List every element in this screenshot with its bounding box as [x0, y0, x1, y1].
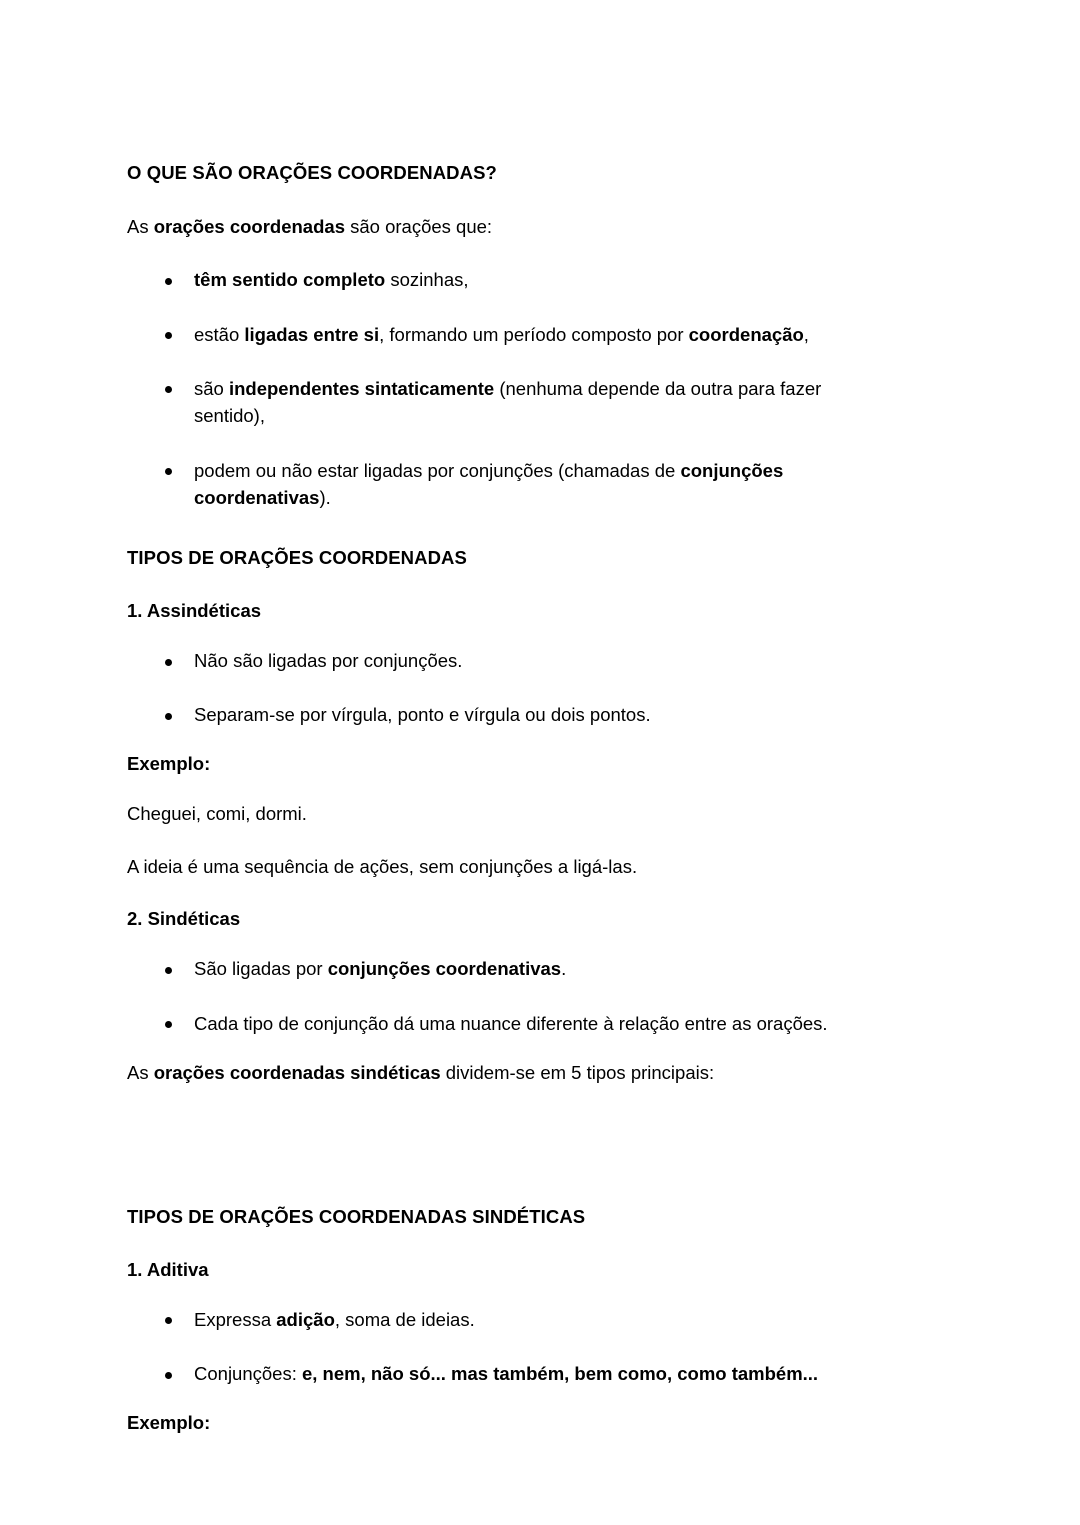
list-item [127, 701, 890, 728]
bullet-prefix: Conjunções: [194, 1363, 302, 1385]
example-text-assindeticas: Cheguei, comi, dormi. [127, 802, 307, 824]
definition-bullet-list [127, 266, 890, 511]
sindeticas-bullet-list [127, 955, 890, 1037]
example-label-assindeticas: Exemplo: [127, 752, 211, 774]
bullet-bold-mid: conjunções coordenativas [194, 459, 784, 509]
bullet-bold-mid: ligadas entre si [244, 323, 380, 345]
bullet-dot-icon [165, 967, 172, 974]
list-item [127, 321, 890, 348]
bullet-mid: . [561, 958, 567, 980]
bullet-dot-icon [165, 332, 172, 339]
bullet-bold-mid: e, nem, não só... mas também, bem como, como também... [301, 1363, 819, 1385]
list-item [127, 266, 890, 293]
section-heading-o-que-sao: O QUE SÃO ORAÇÕES COORDENADAS? [127, 162, 497, 183]
example-label-aditiva: Exemplo: [127, 1411, 211, 1433]
intro-prefix: As [127, 215, 154, 237]
bullet-dot-icon [165, 1372, 172, 1379]
list-item [127, 1306, 890, 1333]
subheading-sindeticas: 2. Sindéticas [127, 908, 241, 930]
bullet-text: Não são ligadas por conjunções. [194, 650, 463, 672]
list-item [127, 1360, 890, 1387]
subheading-aditiva: 1. Aditiva [127, 1259, 209, 1281]
bullet-bold-mid: conjunções coordenativas [327, 958, 562, 980]
aditiva-bullet-list [127, 1306, 890, 1388]
example-note-assindeticas: A ideia é uma sequência de ações, sem conjunções a ligá-las. [127, 856, 638, 877]
assindeticas-bullet-list [127, 647, 890, 729]
bullet-bold-lead: têm sentido completo [194, 269, 386, 291]
bullet-prefix: Expressa [194, 1308, 277, 1330]
bullet-dot-icon [165, 1021, 172, 1028]
bullet-text: Separam-se por vírgula, ponto e vírgula ou dois pontos. [194, 704, 651, 726]
bullet-bold-end: coordenação [688, 323, 804, 345]
bullet-mid: ). [319, 487, 331, 509]
bullet-dot-icon [165, 1317, 172, 1324]
subheading-assindeticas: 1. Assindéticas [127, 600, 262, 622]
bullet-prefix: estão [194, 323, 245, 345]
closing-bold-term: orações coordenadas sindéticas [153, 1061, 441, 1083]
list-item [127, 1010, 890, 1037]
list-item [127, 457, 890, 512]
document-body [127, 160, 890, 1437]
bullet-prefix: São ligadas por [194, 958, 328, 980]
bullet-prefix: são [194, 377, 229, 399]
bullet-dot-icon [165, 659, 172, 666]
section-break-spacer [127, 1112, 890, 1204]
bullet-dot-icon [165, 468, 172, 475]
intro-paragraph [127, 213, 890, 240]
section-heading-tipos: TIPOS DE ORAÇÕES COORDENADAS [127, 547, 467, 569]
intro-bold-term: orações coordenadas [153, 215, 345, 237]
bullet-mid: , formando um período composto por [379, 323, 689, 345]
bullet-mid: , soma de ideias. [334, 1308, 475, 1330]
section-heading-tipos-sindeticas: TIPOS DE ORAÇÕES COORDENADAS SINDÉTICAS [127, 1206, 586, 1228]
list-item [127, 647, 890, 674]
bullet-suffix: , [803, 323, 809, 345]
bullet-dot-icon [165, 713, 172, 720]
closing-paragraph-sindeticas [127, 1059, 890, 1086]
bullet-prefix: podem ou não estar ligadas por conjunções (chamadas de [194, 459, 681, 481]
bullet-bold-mid: independentes sintaticamente [228, 377, 495, 399]
closing-suffix: dividem-se em 5 tipos principais: [440, 1061, 715, 1083]
bullet-dot-icon [165, 386, 172, 393]
intro-suffix: são orações que: [344, 215, 493, 237]
bullet-bold-mid: adição [276, 1308, 335, 1330]
list-item [127, 375, 890, 430]
bullet-mid: (nenhuma depende da outra para fazer sentido), [194, 377, 822, 427]
bullet-text: Cada tipo de conjunção dá uma nuance diferente à relação entre as orações. [194, 1012, 828, 1034]
closing-prefix: As [127, 1061, 154, 1083]
list-item [127, 955, 890, 982]
bullet-rest: sozinhas, [385, 269, 469, 291]
bullet-dot-icon [165, 278, 172, 285]
